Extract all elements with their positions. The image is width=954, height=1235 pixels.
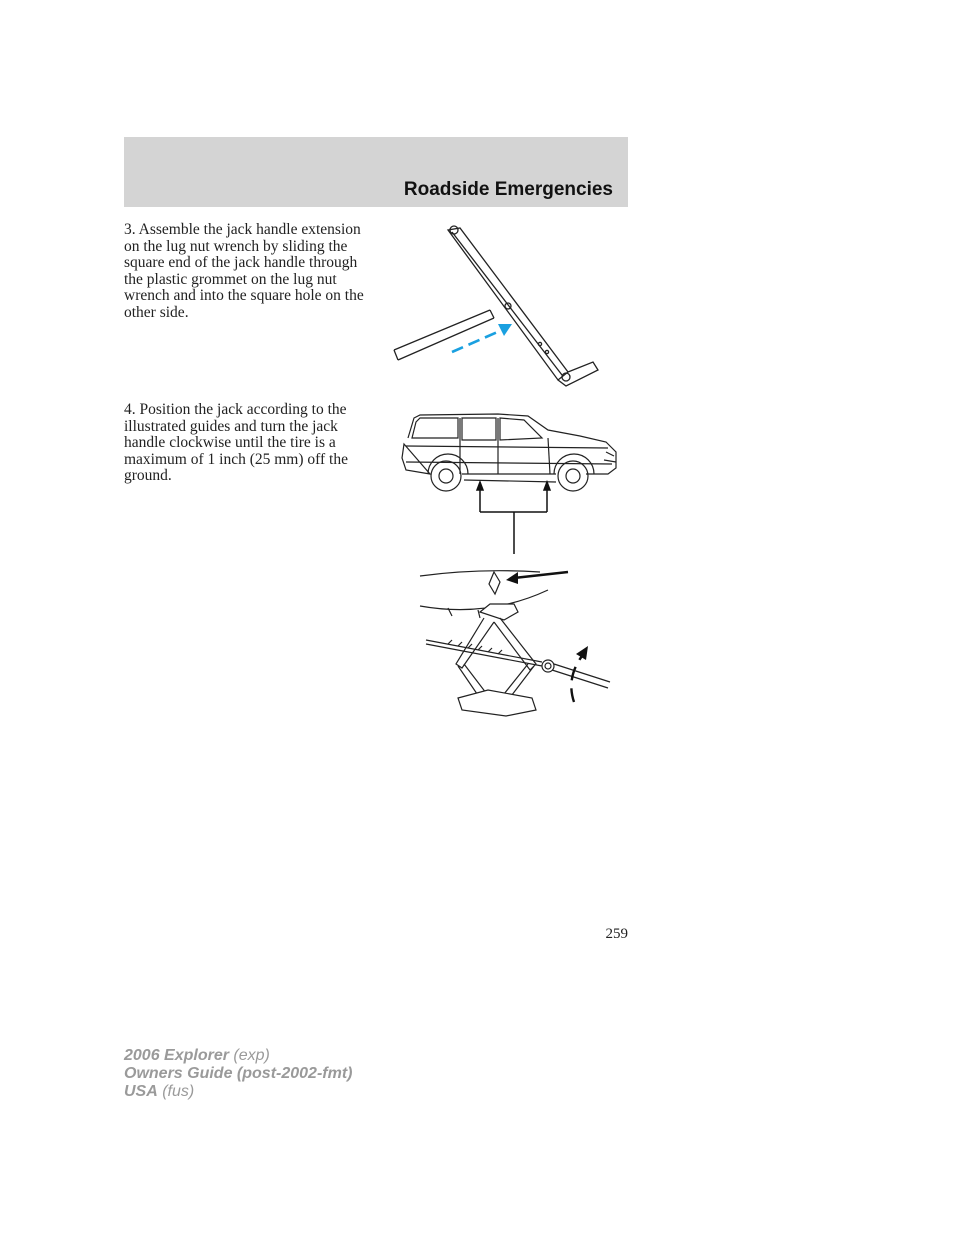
footer-model-code: (exp) [228, 1047, 270, 1064]
footer-line-1 [124, 1047, 352, 1065]
section-title: Roadside Emergencies [403, 179, 613, 200]
footer-guide-name: Owners Guide (post-2002-fmt) [124, 1065, 353, 1082]
document-footer [124, 1047, 352, 1101]
section-header-band [124, 137, 628, 207]
footer-model: 2006 Explorer [124, 1047, 229, 1064]
footer-line-3 [124, 1083, 352, 1101]
jack-handle-assembly-illustration [390, 220, 630, 390]
vehicle-jack-points-illustration [398, 408, 623, 558]
footer-region-code: (fus) [157, 1083, 195, 1100]
step-4-instruction: 4. Position the jack according to the illustrated guides and turn the jack handle clockwise until the tire is a maximum of 1 inch (25 mm) off the ground. [124, 401, 348, 485]
footer-line-2 [124, 1065, 352, 1083]
step-3-instruction: 3. Assemble the jack handle extension on the lug nut wrench by sliding the square end of the jack handle through the plastic grommet on the lug nut wrench and into the square hole on the other side. [124, 221, 364, 321]
scissor-jack-illustration [418, 560, 618, 720]
footer-region: USA [124, 1083, 158, 1100]
page-number: 259 [605, 926, 628, 942]
